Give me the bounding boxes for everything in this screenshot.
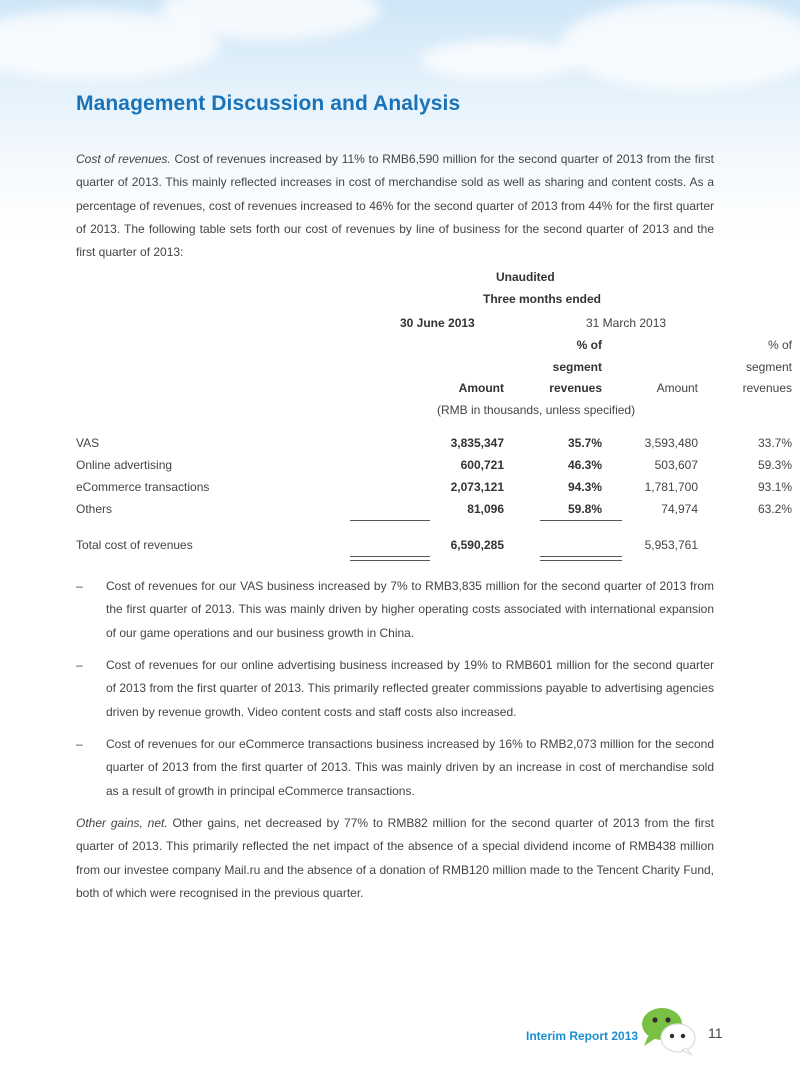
bullet-text: Cost of revenues for our eCommerce transactions business increased by 16% to RMB2,073 million for the second quarter of 2013 from the first quarter of 2013. This was mainly driven by an increase in cost of merchandise sold as a result of growth in principal eCommerce transactions.	[106, 737, 714, 798]
bullet-dash: –	[76, 579, 83, 593]
report-label: Interim Report 2013	[526, 1029, 639, 1043]
bullet-text: Cost of revenues for our online advertising business increased by 19% to RMB601 million for the second quarter of 2013 from the first quarter of 2013. This primarily reflected greater commissions payable to advertising agencies driven by revenue growth. Video content costs and staff costs also increased.	[106, 658, 714, 719]
row-label: eCommerce transactions	[76, 480, 210, 494]
intro-lead: Cost of revenues.	[76, 152, 171, 166]
row-q1-pct: 63.2%	[757, 502, 792, 516]
header-segment-q2: segment	[552, 360, 602, 374]
row-q1-amount: 3,593,480	[644, 436, 698, 450]
table-units-row	[76, 403, 726, 423]
total-q1-amount: 5,953,761	[644, 538, 698, 552]
row-label: Online advertising	[76, 458, 173, 472]
header-q1-2013: 31 March 2013	[586, 316, 667, 330]
table-header-row	[76, 338, 792, 358]
other-gains-paragraph	[76, 812, 714, 905]
header-revenues-q1: revenues	[742, 381, 792, 395]
header-pct-of-q1: % of	[767, 338, 792, 352]
table-header-row	[76, 360, 792, 380]
intro-paragraph	[76, 148, 714, 264]
header-q2-2013: 30 June 2013	[400, 316, 475, 330]
table-header-row	[76, 270, 726, 290]
row-q1-amount: 1,781,700	[644, 480, 698, 494]
total-double-rule-q2	[350, 556, 430, 561]
header-unaudited: Unaudited	[496, 270, 555, 284]
table-row	[76, 458, 792, 478]
row-q1-amount: 74,974	[661, 502, 698, 516]
row-q2-pct: 46.3%	[567, 458, 602, 472]
table-row	[76, 480, 792, 500]
table-row	[76, 436, 792, 456]
row-q2-amount: 600,721	[460, 458, 504, 472]
subtotal-rule-q1	[540, 520, 622, 521]
row-label: VAS	[76, 436, 100, 450]
table-header-row	[76, 292, 726, 312]
header-segment-q1: segment	[745, 360, 792, 374]
table-total-row	[76, 538, 726, 558]
intro-body: Cost of revenues increased by 11% to RMB6,590 million for the second quarter of 2013 from the first quarter of 2013. This mainly reflected increases in cost of merchandise sold as well as sharing and content costs. As a percentage of revenues, cost of revenues increased to 46% for the second quarter of 2013 from 44% for the first quarter of 2013. The following table sets forth our cost of revenues by line of business for the second quarter of 2013 and the first quarter of 2013:	[76, 152, 714, 260]
row-q1-pct: 59.3%	[757, 458, 792, 472]
page-number: 11	[708, 1025, 723, 1041]
units-note: (RMB in thousands, unless specified)	[437, 403, 636, 417]
table-header-row	[76, 316, 726, 336]
subtotal-rule-q2	[350, 520, 430, 521]
other-gains-body: Other gains, net decreased by 77% to RMB82 million for the second quarter of 2013 from the first quarter of 2013. This primarily reflected the net impact of the absence of a special dividend income of RMB438 million from our investee company Mail.ru and the absence of a donation of RMB120 million made to the Tencent Charity Fund, both of which were recognised in the previous quarter.	[76, 816, 714, 900]
row-q2-amount: 2,073,121	[450, 480, 504, 494]
wechat-logo	[638, 1006, 698, 1056]
table-header-row	[76, 381, 792, 401]
header-amount-q1: Amount	[656, 381, 698, 395]
row-q2-pct: 94.3%	[567, 480, 602, 494]
row-q1-amount: 503,607	[654, 458, 698, 472]
row-q1-pct: 33.7%	[757, 436, 792, 450]
page-title: Management Discussion and Analysis	[76, 92, 461, 115]
bullet-text: Cost of revenues for our VAS business increased by 7% to RMB3,835 million for the second quarter of 2013 from the first quarter of 2013. This was mainly driven by higher operating costs associated with international expansion of our game operations and our business growth in China.	[106, 579, 714, 640]
row-q2-amount: 3,835,347	[450, 436, 504, 450]
total-double-rule-q1	[540, 556, 622, 561]
total-q2-amount: 6,590,285	[450, 538, 504, 552]
row-q2-amount: 81,096	[467, 502, 504, 516]
total-label: Total cost of revenues	[76, 538, 193, 552]
header-amount-q2: Amount	[458, 381, 504, 395]
table-row	[76, 502, 792, 522]
bullet-dash: –	[76, 737, 83, 751]
bullet-dash: –	[76, 658, 83, 672]
header-period: Three months ended	[483, 292, 602, 306]
row-label: Others	[76, 502, 113, 516]
header-revenues-q2: revenues	[549, 381, 602, 395]
header-pct-of-q2: % of	[576, 338, 602, 352]
row-q1-pct: 93.1%	[757, 480, 792, 494]
other-gains-lead: Other gains, net.	[76, 816, 168, 830]
row-q2-pct: 59.8%	[567, 502, 602, 516]
row-q2-pct: 35.7%	[567, 436, 602, 450]
